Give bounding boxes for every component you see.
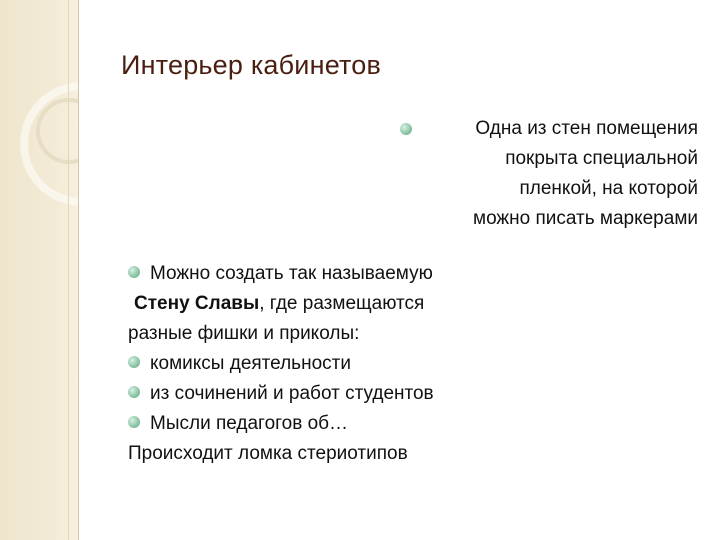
right-bullet-line-2: покрыта специальной <box>505 148 698 169</box>
list-item <box>128 349 548 379</box>
band-edge-line <box>78 0 79 540</box>
right-bullet-block <box>400 114 698 234</box>
green-dot-bullet-icon <box>128 386 140 398</box>
left-line-2 <box>128 289 548 319</box>
green-dot-bullet-icon <box>128 356 140 368</box>
slide-title: Интерьер кабинетов <box>121 50 382 80</box>
closing-line: Происходит ломка стериотипов <box>128 443 408 464</box>
left-line-3: разные фишки и приколы: <box>128 323 360 344</box>
list-item-text: Мысли педагогов об… <box>150 413 349 434</box>
left-bullet-line-1 <box>128 259 548 289</box>
list-item-text: комиксы деятельности <box>150 353 351 374</box>
right-bullet-line-3: пленкой, на которой <box>519 178 698 199</box>
band-divider-line <box>68 0 69 540</box>
left-text-block <box>128 259 548 469</box>
list-item-text: из сочинений и работ студентов <box>150 383 434 404</box>
right-bullet-line-4: можно писать маркерами <box>473 208 698 229</box>
list-item <box>128 409 548 439</box>
right-bullet-text-1: Одна из стен помещения <box>475 118 698 139</box>
left-bullet-text-1: Можно создать так называемую <box>150 263 433 284</box>
right-bullet-line-1 <box>400 114 698 144</box>
green-dot-bullet-icon <box>400 123 412 135</box>
list-item <box>128 379 548 409</box>
left-line-2-rest: , где размещаются <box>259 293 425 314</box>
decorative-left-band <box>0 0 78 540</box>
glory-wall-bold-text: Стену Славы <box>134 293 260 314</box>
green-dot-bullet-icon <box>128 266 140 278</box>
green-dot-bullet-icon <box>128 416 140 428</box>
